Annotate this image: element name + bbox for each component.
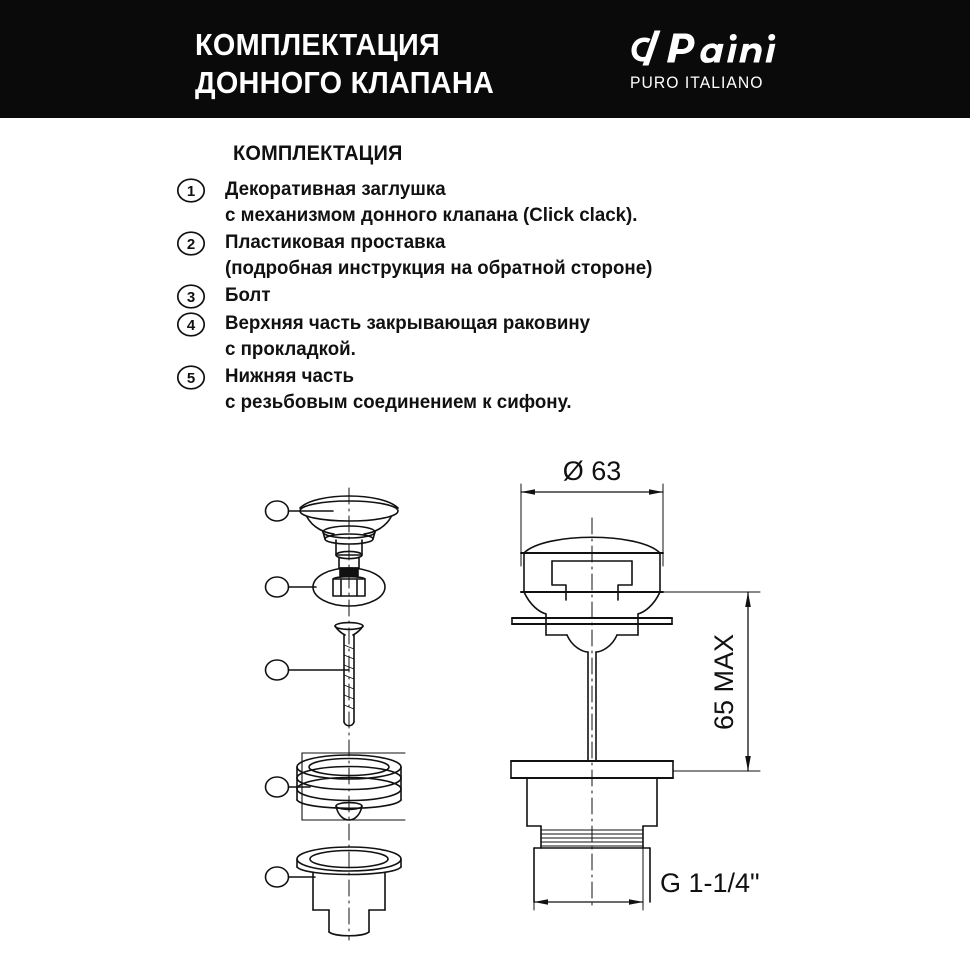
list-item-line1: Пластиковая проставка [225, 231, 446, 253]
svg-text:1: 1 [186, 183, 196, 201]
list-item [176, 363, 776, 415]
list-item-text [225, 310, 754, 362]
page-title-line2: ДОННОГО КЛАПАНА [195, 65, 495, 100]
callout-5 [266, 867, 316, 887]
brand-tagline: PURO ITALIANO [630, 74, 764, 92]
list-item-line1: Нижняя часть [225, 365, 355, 387]
list-item [176, 229, 776, 281]
list-item-text [225, 176, 754, 228]
list-item-line2: с прокладкой. [225, 338, 356, 360]
list-item-text [225, 363, 754, 415]
callout-2 [266, 577, 317, 597]
brand-logo [626, 28, 796, 94]
list-item-text [225, 229, 754, 281]
contents-heading: КОМПЛЕКТАЦИЯ [233, 142, 403, 165]
list-item-line2: с резьбовым соединением к сифону. [225, 391, 572, 413]
part-4-upper-body [297, 753, 405, 820]
dimension-label-diameter: Ø 63 [562, 456, 622, 486]
svg-text:5: 5 [186, 370, 196, 388]
list-item-line1: Верхняя часть закрывающая раковину [225, 312, 591, 334]
header-band [0, 0, 970, 118]
list-item [176, 310, 776, 362]
list-item [176, 282, 776, 309]
callout-number-3 [176, 284, 206, 309]
list-item-line1: Декоративная заглушка [225, 178, 446, 200]
list-item [176, 176, 776, 228]
list-item-text [225, 282, 754, 308]
list-item-line2: (подробная инструкция на обратной стороне) [225, 257, 653, 279]
contents-list [176, 176, 776, 416]
paini-wordmark-icon [626, 28, 796, 68]
callout-3 [266, 660, 350, 680]
callout-number-1 [176, 178, 206, 203]
callout-number-5 [176, 365, 206, 390]
technical-drawing [0, 440, 970, 970]
exploded-view [266, 488, 406, 940]
list-item-line1: Болт [225, 284, 271, 306]
callout-number-4 [176, 312, 206, 337]
svg-text:2: 2 [186, 236, 196, 254]
dimension-label-thread: G 1-1/4" [660, 868, 760, 898]
dimension-thread-g114 [534, 848, 643, 910]
dimension-label-height: 65 MAX [709, 633, 739, 731]
svg-text:3: 3 [186, 289, 196, 307]
svg-text:4: 4 [186, 317, 196, 335]
page-title [195, 26, 586, 102]
page-title-line1: КОМПЛЕКТАЦИЯ [195, 27, 440, 62]
callout-1 [266, 501, 334, 521]
callout-number-2 [176, 231, 206, 256]
list-item-line2: с механизмом донного клапана (Click clack). [225, 204, 638, 226]
part-1-decorative-cap [300, 496, 398, 576]
